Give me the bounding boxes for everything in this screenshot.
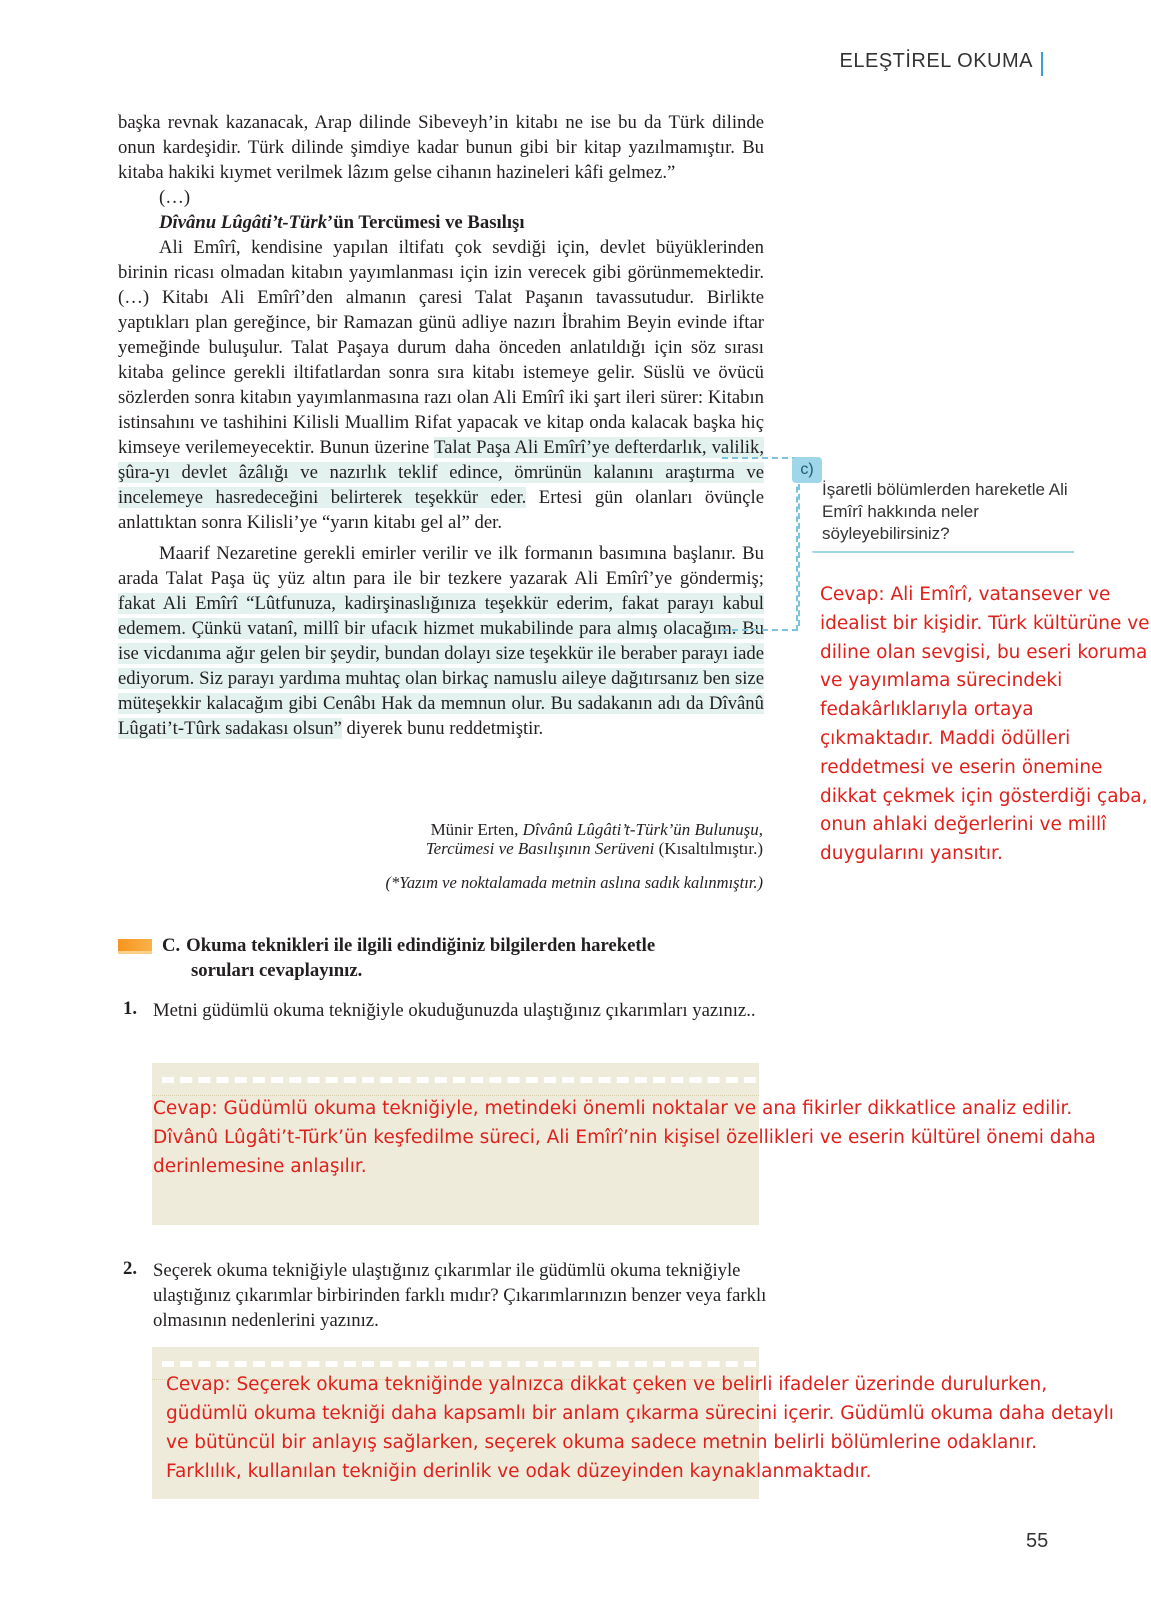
highlight-2: fakat Ali Emîrî “Lûtfunuza, kadirşinaslığınıza teşekkür ederim, fakat parayı kabul edemem. Çünkü vatanî, millî bir ufacık hizmet mukabilinde para almış olacağım. Bu ise vicdanıma ağır gelen bir şeydir, bundan dolayı size teşekkür ile beraber parayı iade ediyorum. Siz parayı yardıma muhtaç olan birkaç namuslu aileye dağıtırsanız ben size müteşekkir kalacağım gibi Cenâbı Hak da memnun olur. Bu sadakanın adı da Dîvânû Lûgati’t-Tûrk sadakası olsun” (118, 593, 764, 739)
question-dashed-line (798, 484, 800, 626)
chapter-header: ELEŞTİREL OKUMA (839, 50, 1033, 72)
question-badge: c) (792, 457, 822, 483)
section-c-title-2: soruları cevaplayınız. (191, 960, 363, 981)
paragraph-3-end: diyerek bunu reddetmiştir. (341, 718, 544, 739)
section-c-title-1: Okuma teknikleri ile ilgili edindiğiniz bilgilerden hareketle (186, 935, 656, 956)
paragraph-2-start: Ali Emîrî, kendisine yapılan iltifatı çok sevdiği için, devlet büyüklerinden birinin ricası olmadan kitabın yayımlanması için izin verecek gibi görünmemektedir. (…) Kitabı Ali Emîrî’den almanın çaresi Talat Paşanın tavassutudur. Birlikte yaptıkları plan gereğince, bir Ramazan günü adliye nazırı İbrahim Beyin evinde iftar yemeğinde buluşulur. Talat Paşaya durum daha önceden anlatıldığı için söz sırası kitaba gelince gerekli iltifatlardan sonra sıra kitabı istemeye gelir. Süslü ve övücü sözlerden sonra kitabın yayımlanmasına razı olan Ali Emîrî iki şart ileri sürer: Kitabın istinsahını ve tashihini Kilisli Muallim Rifat yapacak ve kitap onda kalacak başka hiç kimseye verilemeyecektir. Bunun üzerine (118, 237, 764, 458)
question-2-text: Seçerek okuma tekniğiyle ulaştığınız çıkarımlar ile güdümlü okuma tekniğiyle ulaştığınız çıkarımlar birbirinden farklı mıdır? Çıkarımlarınızın benzer veya farklı olmasının nedenlerini yazınız. (153, 1260, 767, 1331)
source-line-2 (426, 839, 763, 858)
question-frame (722, 457, 798, 631)
section-c-label: C. (162, 935, 181, 956)
section-c-line-1 (162, 933, 722, 958)
answer-2: Cevap: Seçerek okuma tekniğinde yalnızca dikkat çeken ve belirli ifadeler üzerinde durulurken, güdümlü okuma tekniği daha kapsamlı bir anlam çıkarma sürecini içerir. Güdümlü okuma daha detaylı ve bütüncül bir anlayış sağlarken, seçerek okuma sadece metnin belirli bölümlerine odaklanır. Farklılık, kullanılan tekniğin derinlik ve odak düzeyinden kaynaklanmaktadır. (166, 1374, 1114, 1482)
source-title-2: Tercümesi ve Basılışının Serüveni (425, 839, 655, 858)
passage (118, 110, 764, 741)
section-c-title (162, 933, 722, 983)
source-line-1 (426, 820, 763, 839)
page-number: 55 (1026, 1530, 1049, 1552)
answer-box-2-dashes (162, 1361, 756, 1367)
source-citation (426, 820, 763, 858)
section-title-rest: ’ün Tercümesi ve Basılışı (327, 212, 525, 233)
answer-box-1-dashes (162, 1077, 756, 1083)
question-2-number: 2. (123, 1258, 138, 1279)
question-1-number: 1. (123, 998, 138, 1019)
source-title-1: Dîvânû Lûgâti’t-Türk’ün Bulunuşu, (522, 820, 763, 839)
source-suffix: (Kısaltılmıştır.) (654, 839, 763, 858)
section-marker-icon (118, 939, 152, 954)
source-author: Münir Erten, (430, 820, 523, 839)
passage-paragraph-3 (118, 541, 764, 741)
header-accent-bar (1041, 52, 1043, 76)
side-answer: Cevap: Ali Emîrî, vatansever ve idealist bir kişidir. Türk kültürüne ve diline olan sevgisi, bu eseri koruma ve yayımlama sürecindeki fedakârlıklarıyla ortaya çıkmaktadır. Maddi ödülleri reddetmesi ve eserin önemine dikkat çekmek için gösterdiği çaba, onun ahlaki değerlerini ve millî duygularını yansıtır. (820, 584, 1150, 865)
passage-paragraph-1: başka revnak kazanacak, Arap dilinde Sibeveyh’in kitabı ne ise bu da Türk dilinde onun kardeşidir. Türk dilinde şimdiye kadar bunun gibi bir kitap yazılmamıştır. Bu kitaba hakiki kıymet verilmek lâzım gelse cihanın hazineleri kâfi gelmez.” (118, 112, 764, 183)
paragraph-3-start: Maarif Nezaretine gerekli emirler verilir ve ilk formanın basımına başlanır. Bu arada Talat Paşa üç yüz altın para ile bir tezkere yazarak Ali Emîrî’ye göndermiş; (118, 543, 764, 589)
answer-1: Cevap: Güdümlü okuma tekniğiyle, metindeki önemli noktalar ve ana fikirler dikkatlice analiz edilir. Dîvânû Lûgâti’t-Türk’ün keşfedilme süreci, Ali Emîrî’nin kişisel özellikleri ve eserin kültürel önemi daha derinlemesine anlaşılır. (153, 1098, 1096, 1177)
question-underline (812, 551, 1074, 553)
side-question-text: İşaretli bölümlerden hareketle Ali Emîrî hakkında neler söyleyebilirsiniz? (822, 480, 1068, 543)
paragraph-2-end: Ertesi gün olanları övünçle anlattıktan sonra Kilisli’ye “yarın kitabı gel al” der. (118, 487, 764, 533)
section-title-italic: Dîvânu Lûgâti’t-Türk (159, 212, 328, 233)
passage-paragraph-2 (118, 235, 764, 535)
highlight-1: Talat Paşa Ali Emîrî’ye defterdarlık, valilik, şûra-yı devlet âzâlığı ve nazırlık teklif edince, ömrünün kalanını araştırma ve incelemeye hasredeceğini belirterek teşekkür eder. (118, 437, 765, 508)
source-note: (*Yazım ve noktalamada metnin aslına sadık kalınmıştır.) (385, 873, 763, 892)
question-1-text: Metni güdümlü okuma tekniğiyle okuduğunuzda ulaştığınız çıkarımları yazınız.. (153, 1000, 756, 1021)
section-title (118, 210, 764, 235)
ellipsis: (…) (159, 187, 191, 208)
